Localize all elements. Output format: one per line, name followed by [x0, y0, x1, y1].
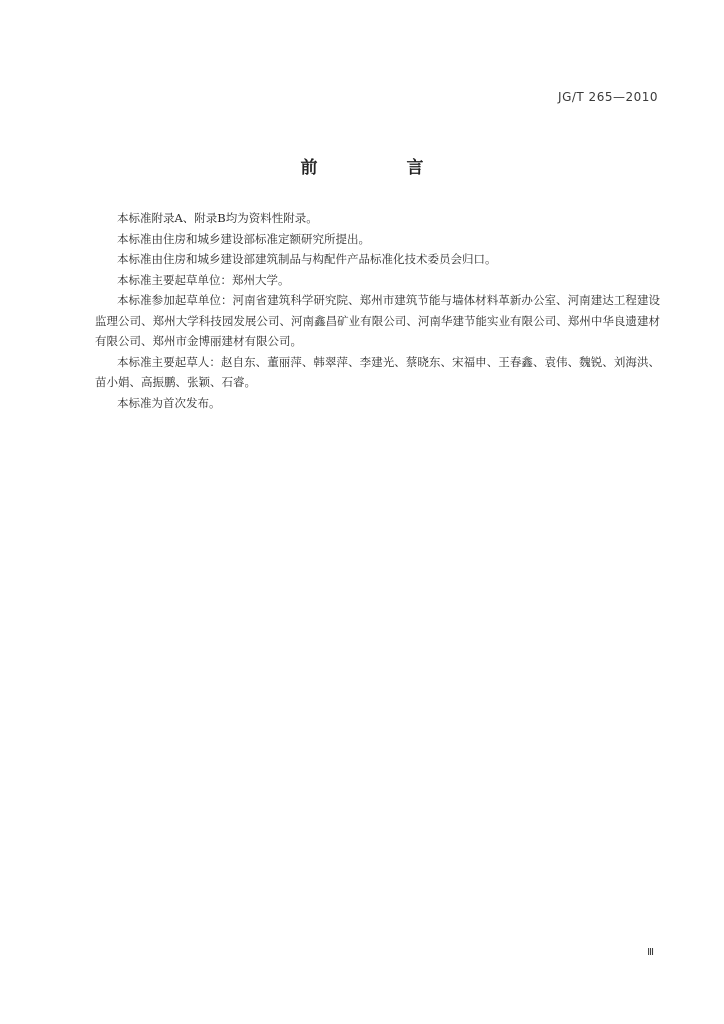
paragraph-under-jurisdiction: 本标准由住房和城乡建设部建筑制品与构配件产品标准化技术委员会归口。 — [117, 252, 497, 266]
page-number: Ⅲ — [647, 947, 654, 958]
paragraph-proposed-by: 本标准由住房和城乡建设部标准定额研究所提出。 — [117, 231, 370, 246]
paragraph-participating-units: 本标准参加起草单位：河南省建筑科学研究院、郑州市建筑节能与墙体材料革新办公室、河南建达工程建设监理公司、郑州大学科技园发展公司、河南鑫昌矿业有限公司、河南华建节能实业有限公司、郑州中华良遗建材有限公司、郑州市金博丽建材有限公司。 — [95, 293, 660, 348]
paragraph-main-drafters: 本标准主要起草人：赵自东、董丽萍、韩翠萍、李建光、蔡晓东、宋福申、王春鑫、袁伟、魏锐、刘海洪、苗小娟、高振鹏、张颖、石睿。 — [95, 354, 660, 389]
paragraph-first-release: 本标准为首次发布。 — [117, 395, 221, 410]
standard-code: JG/T 265—2010 — [558, 90, 658, 104]
paragraph-appendix-note: 本标准附录A、附录B均为资料性附录。 — [117, 211, 318, 225]
paragraph-main-drafting-unit: 本标准主要起草单位：郑州大学。 — [117, 272, 290, 287]
page-title: 前 言 — [300, 158, 460, 178]
foreword-body — [95, 208, 660, 413]
